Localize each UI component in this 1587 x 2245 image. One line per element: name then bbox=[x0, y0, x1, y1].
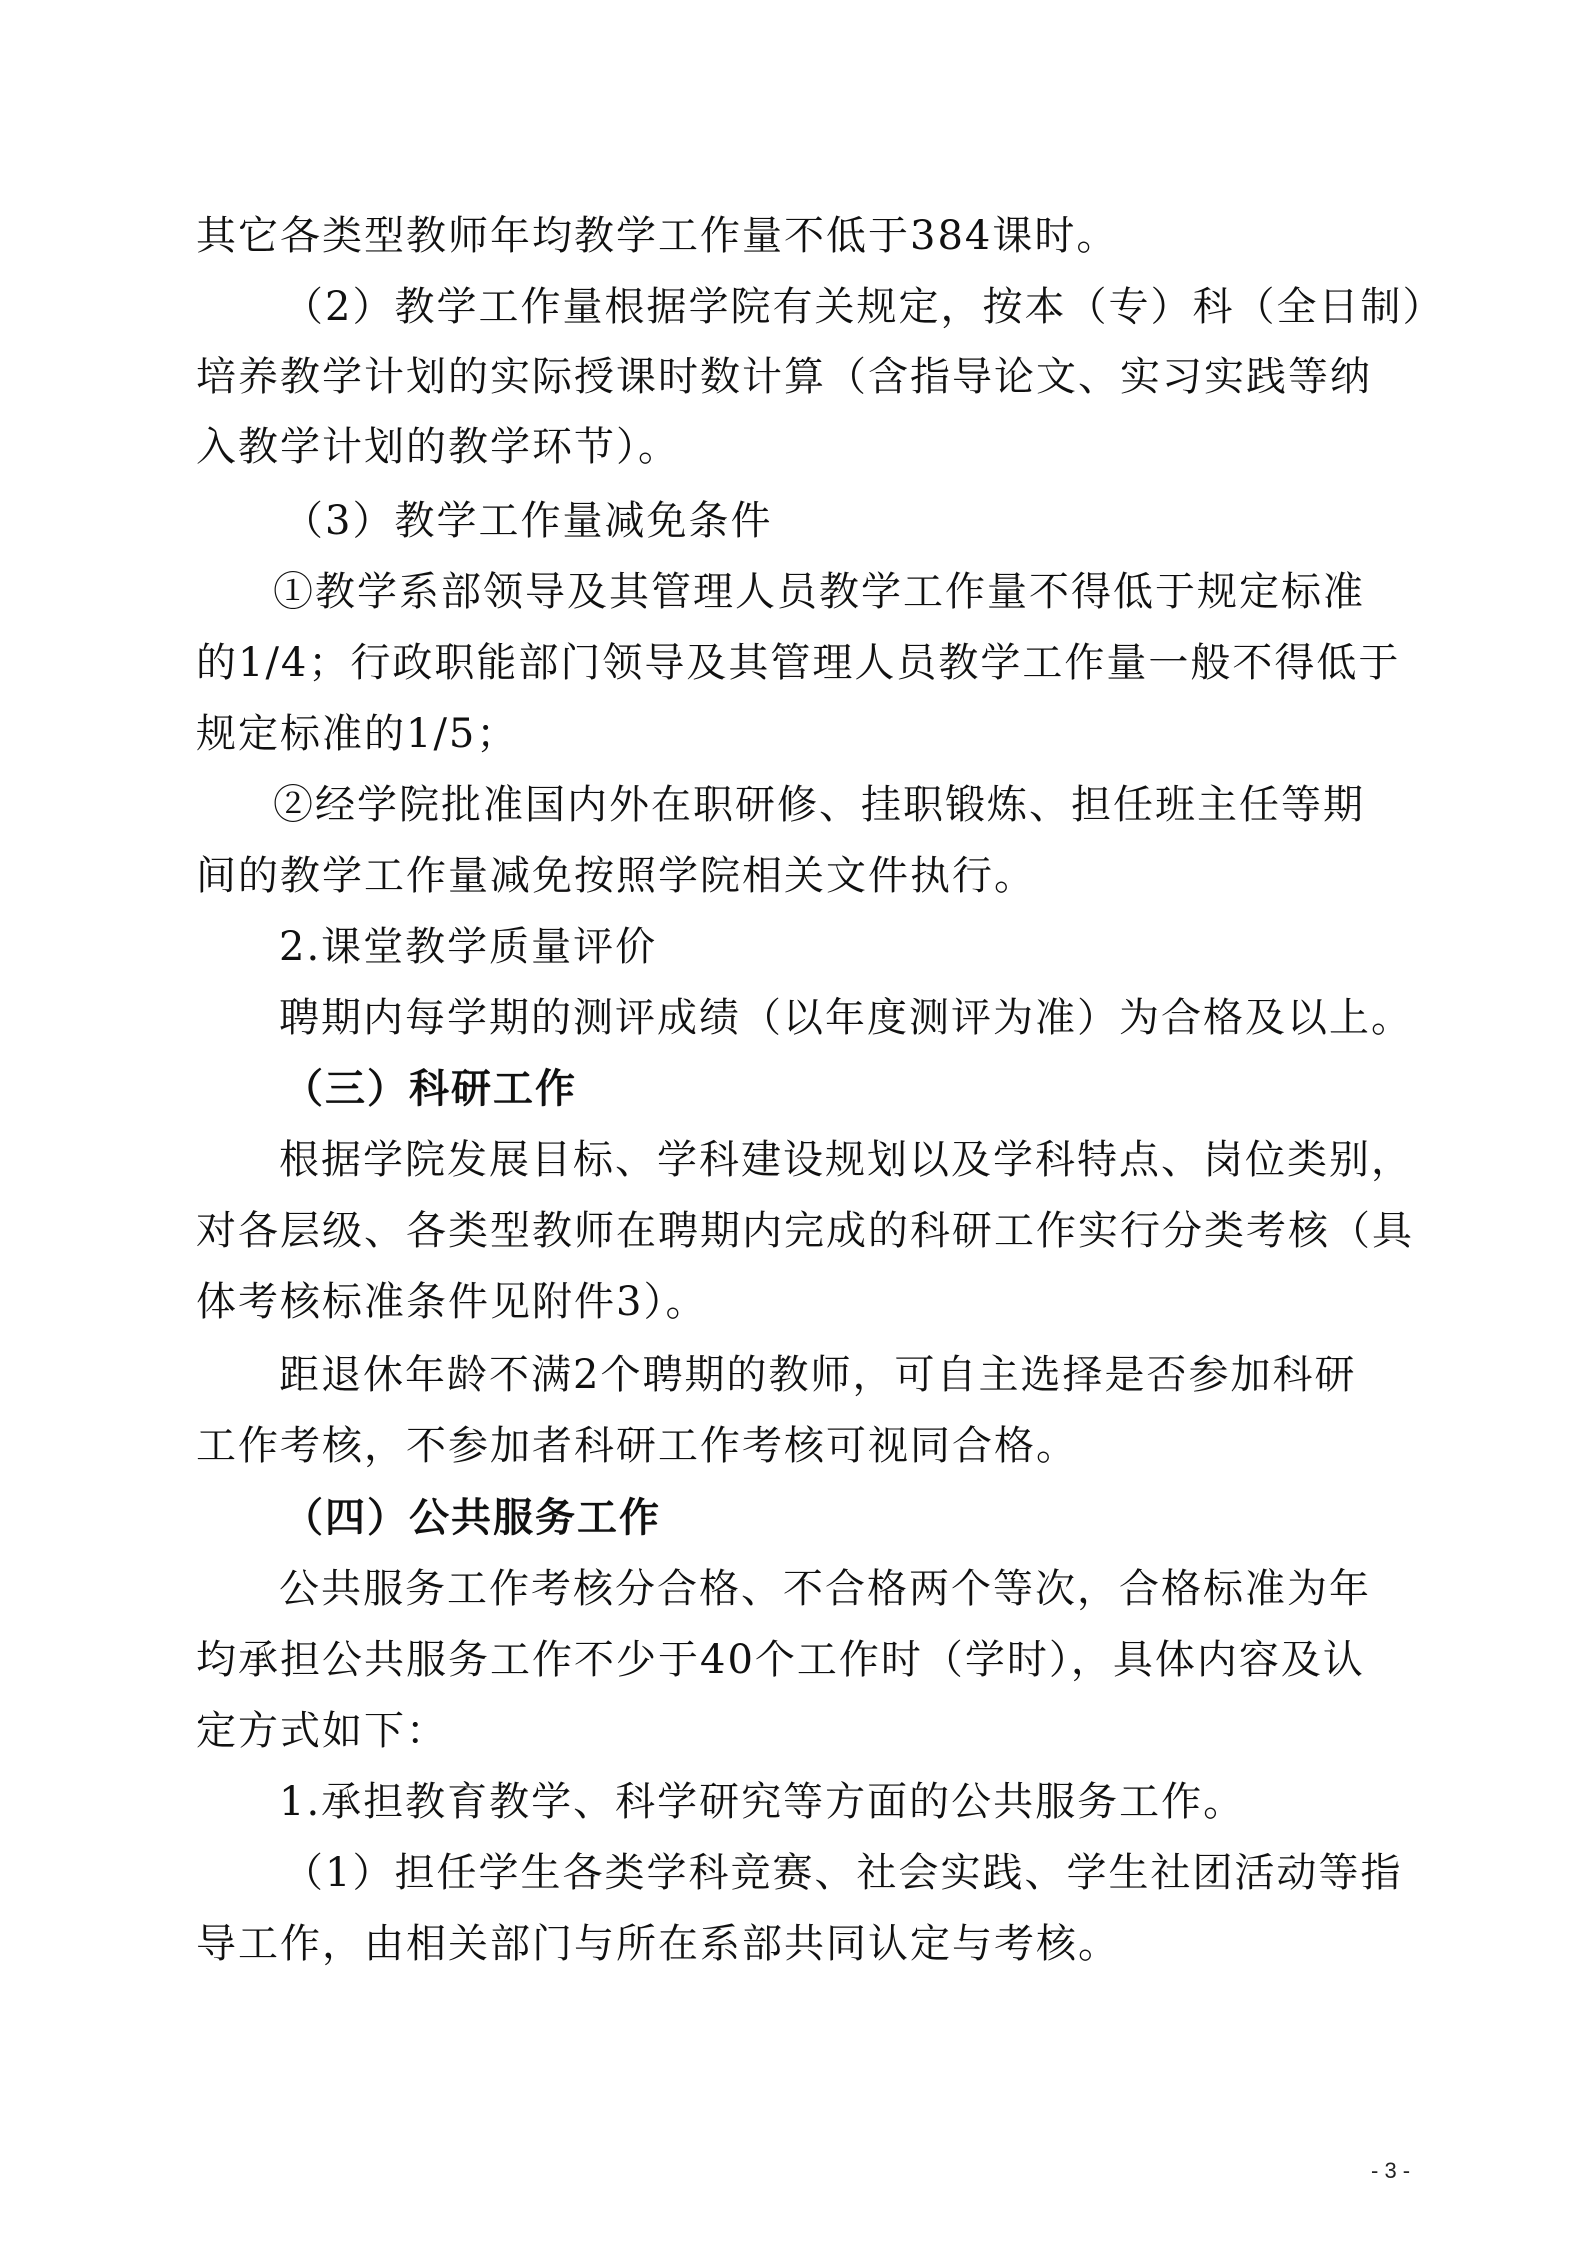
text-line: 1.承担教育教学、科学研究等方面的公共服务工作。 bbox=[279, 1779, 1246, 1825]
section-heading: 2.课堂教学质量评价 bbox=[279, 924, 658, 970]
section-heading: （四）公共服务工作 bbox=[283, 1494, 661, 1541]
text-line: 导工作，由相关部门与所在系部共同认定与考核。 bbox=[196, 1921, 1120, 1967]
text-line: （2）教学工作量根据学院有关规定，按本（专）科（全日制） bbox=[283, 284, 1445, 330]
text-line: 的1/4；行政职能部门领导及其管理人员教学工作量一般不得低于 bbox=[196, 640, 1401, 686]
text-line: 根据学院发展目标、学科建设规划以及学科特点、岗位类别， bbox=[279, 1137, 1413, 1183]
text-line: 间的教学工作量减免按照学院相关文件执行。 bbox=[196, 853, 1036, 899]
text-line: 聘期内每学期的测评成绩（以年度测评为准）为合格及以上。 bbox=[279, 995, 1413, 1041]
text-line: 入教学计划的教学环节）。 bbox=[196, 424, 680, 470]
text-line: （3）教学工作量减免条件 bbox=[283, 498, 773, 544]
text-line: 工作考核，不参加者科研工作考核可视同合格。 bbox=[196, 1423, 1078, 1469]
text-line: 体考核标准条件见附件3）。 bbox=[196, 1279, 708, 1325]
text-line: 公共服务工作考核分合格、不合格两个等次，合格标准为年 bbox=[279, 1566, 1371, 1612]
page-number: - 3 - bbox=[1371, 2158, 1411, 2183]
text-line: 定方式如下： bbox=[196, 1708, 448, 1754]
text-line: ②经学院批准国内外在职研修、挂职锻炼、担任班主任等期 bbox=[273, 782, 1365, 828]
section-heading: （三）科研工作 bbox=[283, 1065, 577, 1112]
text-line: 距退休年龄不满2个聘期的教师，可自主选择是否参加科研 bbox=[279, 1352, 1357, 1398]
text-line: 培养教学计划的实际授课时数计算（含指导论文、实习实践等纳 bbox=[196, 354, 1372, 400]
text-line: 规定标准的1/5； bbox=[196, 711, 519, 757]
text-line: 其它各类型教师年均教学工作量不低于384课时。 bbox=[196, 213, 1119, 259]
text-line: 对各层级、各类型教师在聘期内完成的科研工作实行分类考核（具 bbox=[196, 1208, 1414, 1254]
text-line: 均承担公共服务工作不少于40个工作时（学时），具体内容及认 bbox=[196, 1637, 1365, 1683]
text-line: （1）担任学生各类学科竞赛、社会实践、学生社团活动等指 bbox=[283, 1850, 1403, 1896]
text-line: ①教学系部领导及其管理人员教学工作量不得低于规定标准 bbox=[273, 569, 1365, 615]
